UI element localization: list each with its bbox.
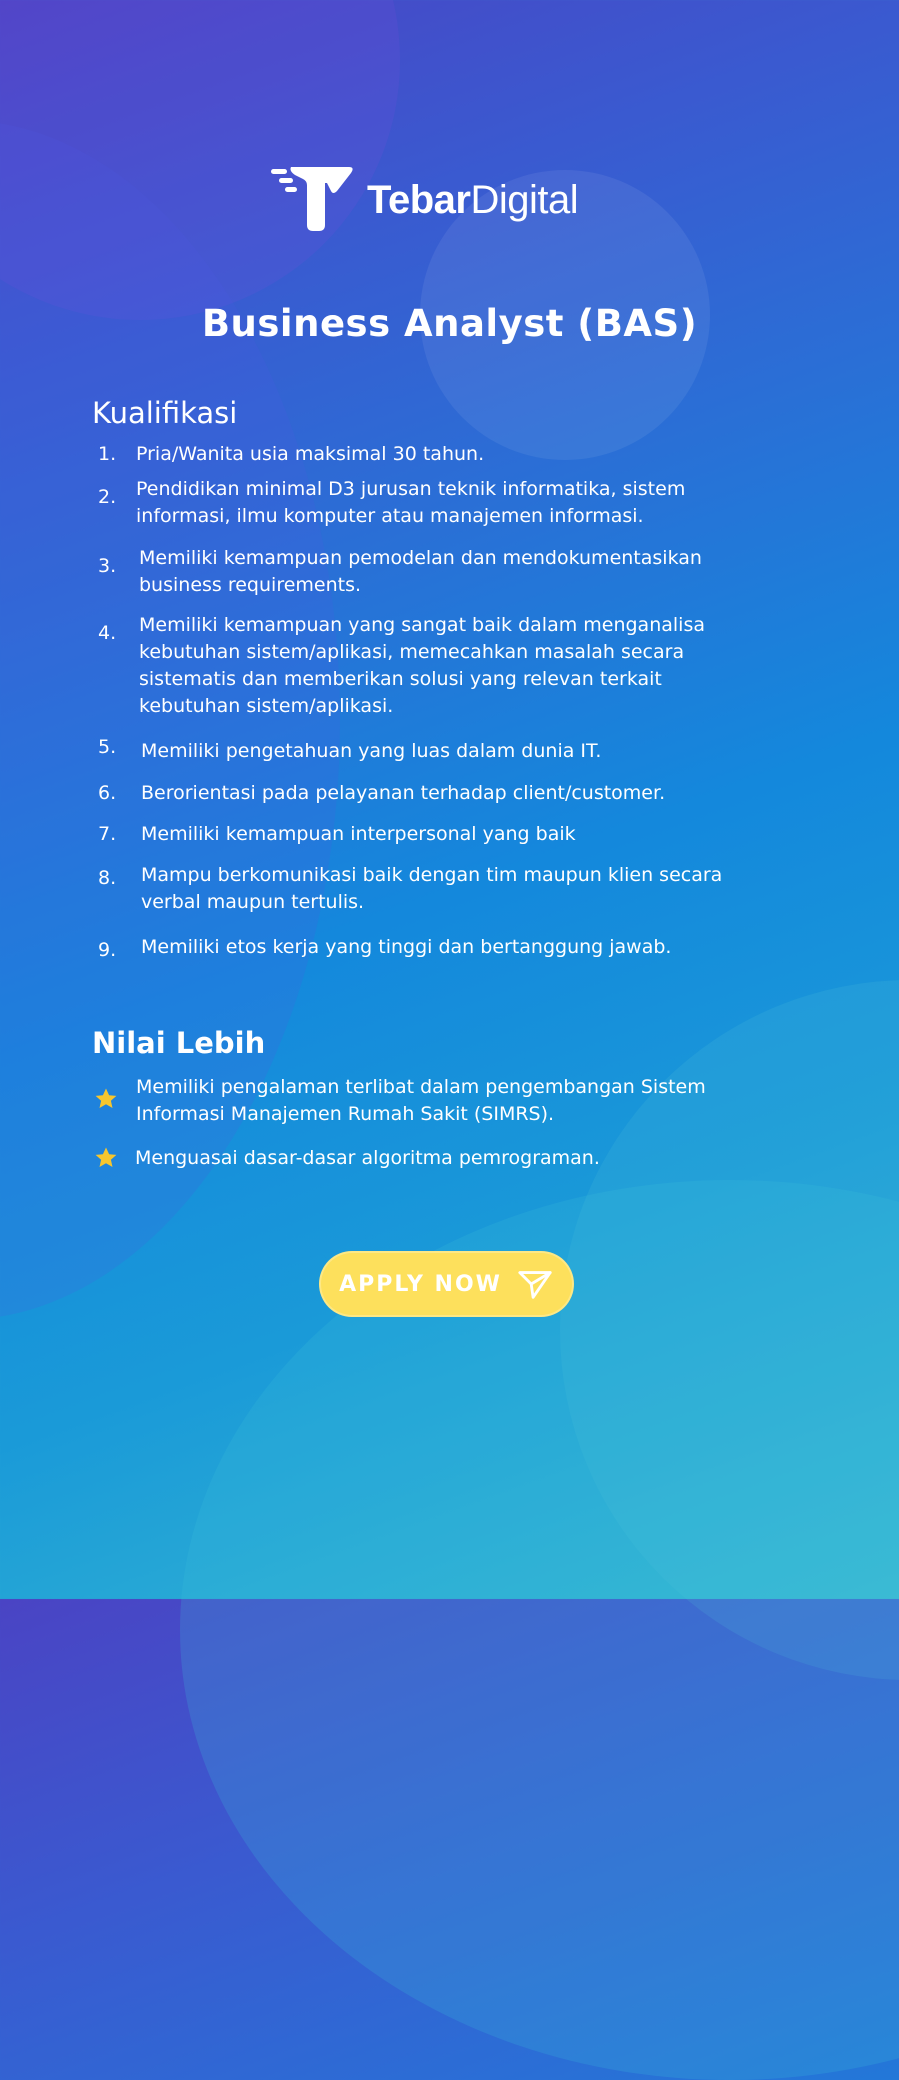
- qualification-text: Memiliki etos kerja yang tinggi dan bertanggung jawab.: [141, 936, 672, 958]
- qualification-number: 4.: [98, 622, 117, 644]
- tebar-digital-logo-icon: [271, 165, 361, 235]
- apply-now-label: APPLY NOW: [339, 1271, 502, 1297]
- qualification-number: 3.: [98, 555, 117, 577]
- nilai-lebih-heading: Nilai Lebih: [92, 1026, 266, 1060]
- job-title: Business Analyst (BAS): [201, 302, 698, 345]
- qualification-text: Memiliki kemampuan interpersonal yang baik: [141, 823, 576, 845]
- brand-name-bold: Tebar: [367, 178, 471, 222]
- qualification-text: Pria/Wanita usia maksimal 30 tahun.: [136, 443, 485, 465]
- qualification-text: Pendidikan minimal D3 jurusan teknik informatika, sistem informasi, ilmu komputer atau manajemen informasi.: [136, 478, 686, 527]
- qualification-text: Memiliki kemampuan yang sangat baik dalam menganalisa kebutuhan sistem/aplikasi, memecahkan masalah secara sistematis dan memberikan solusi yang relevan terkait kebutuhan sistem/aplikasi.: [139, 614, 705, 717]
- background-shape: [0, 120, 340, 1320]
- qualification-text: Memiliki pengetahuan yang luas dalam dunia IT.: [141, 740, 602, 762]
- star-icon: [94, 1087, 118, 1111]
- qualification-number: 5.: [98, 736, 117, 758]
- qualification-number: 9.: [98, 939, 117, 961]
- send-icon: [516, 1265, 554, 1303]
- star-icon: [94, 1146, 118, 1170]
- brand-name: [367, 180, 578, 220]
- qualification-number: 7.: [98, 823, 117, 845]
- background-shape: [0, 0, 400, 320]
- qualification-number: 8.: [98, 867, 117, 889]
- qualification-text: Berorientasi pada pelayanan terhadap client/customer.: [141, 782, 666, 804]
- qualification-number: 1.: [98, 443, 117, 465]
- qualification-number: 6.: [98, 782, 117, 804]
- brand-logo: [271, 165, 631, 235]
- nilai-lebih-text: Menguasai dasar-dasar algoritma pemrograman.: [135, 1147, 600, 1169]
- qualification-text: Memiliki kemampuan pemodelan dan mendokumentasikan business requirements.: [139, 547, 702, 596]
- qualification-text: Mampu berkomunikasi baik dengan tim maupun klien secara verbal maupun tertulis.: [141, 864, 723, 913]
- nilai-lebih-text: Memiliki pengalaman terlibat dalam pengembangan Sistem Informasi Manajemen Rumah Sakit (SIMRS).: [136, 1076, 706, 1125]
- qualification-number: 2.: [98, 486, 117, 508]
- apply-now-button[interactable]: [319, 1251, 574, 1317]
- brand-name-light: Digital: [470, 178, 579, 222]
- qualifications-heading: Kualifikasi: [92, 396, 238, 430]
